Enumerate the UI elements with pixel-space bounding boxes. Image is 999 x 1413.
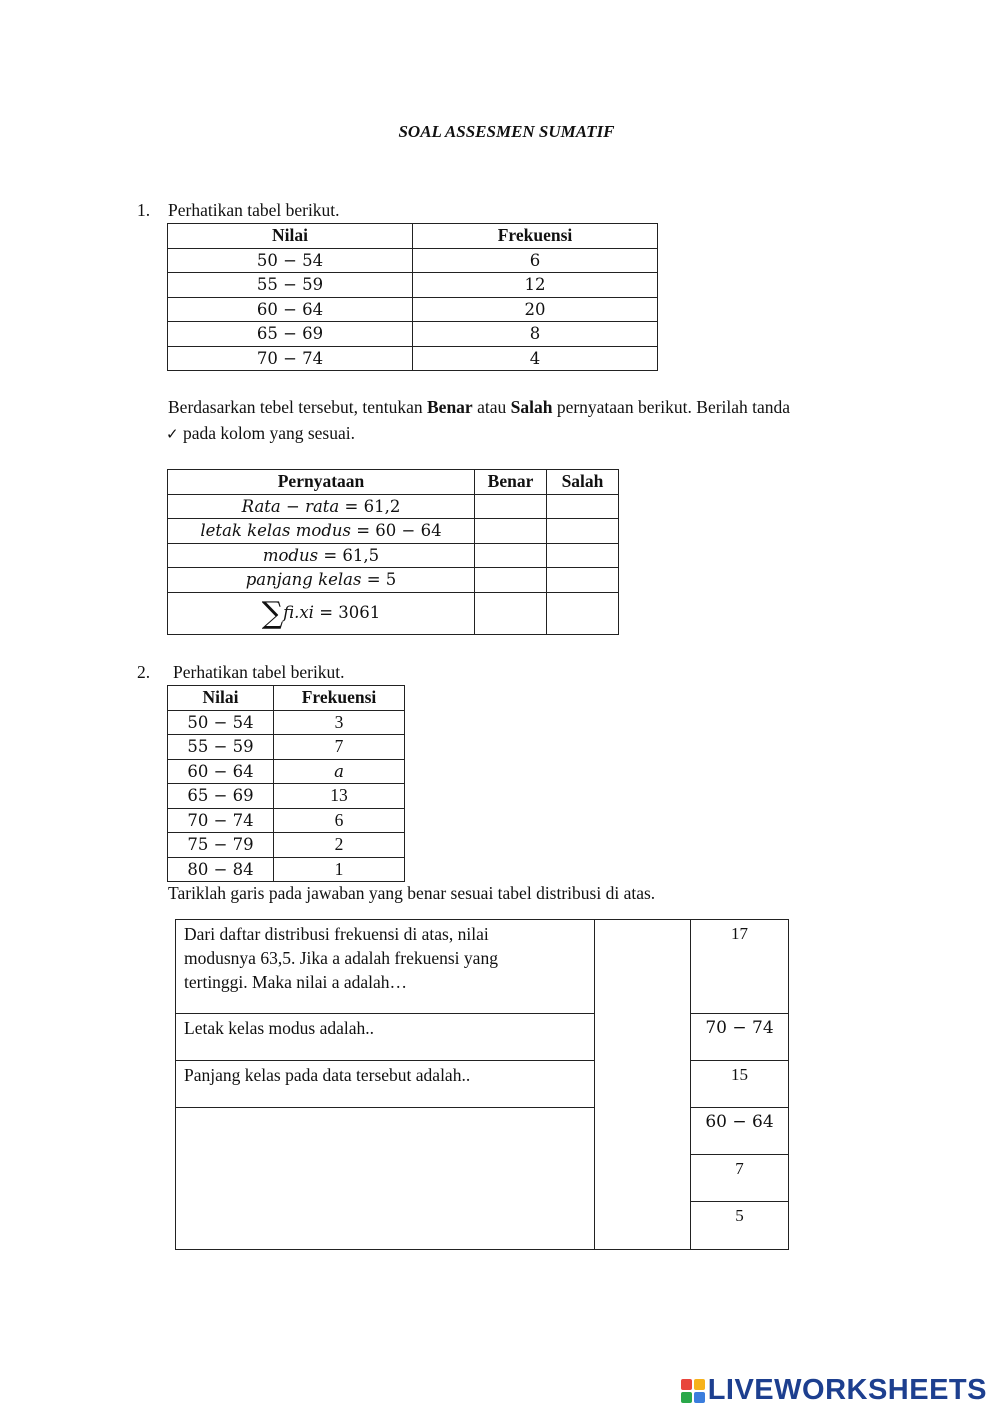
table-row: 50 − 54 6 xyxy=(168,248,658,273)
q1-frequency-table xyxy=(167,223,658,371)
logo-text: LIVEWORKSHEETS xyxy=(707,1374,987,1406)
logo-square xyxy=(694,1379,705,1390)
q2-number: 2. xyxy=(137,662,151,682)
salah-checkbox-cell[interactable] xyxy=(547,543,619,568)
salah-checkbox-cell[interactable] xyxy=(547,568,619,593)
table-row: 65 − 69 8 xyxy=(168,322,658,347)
benar-checkbox-cell[interactable] xyxy=(475,543,547,568)
page-title: SOAL ASSESMEN SUMATIF xyxy=(398,122,615,141)
answer-cell[interactable]: 70 − 74 xyxy=(691,1014,789,1061)
header-pernyataan: Pernyataan xyxy=(168,470,475,495)
logo-icon xyxy=(681,1379,705,1403)
benar-checkbox-cell[interactable] xyxy=(475,519,547,544)
statement-row: Rata − rata = 61,2 xyxy=(168,494,619,519)
question-cell[interactable]: Dari daftar distribusi frekuensi di atas, nilai modusnya 63,5. Jika a adalah frekuensi yang tertinggi. Maka nilai a adalah… xyxy=(176,920,595,1014)
empty-question-cell xyxy=(176,1108,595,1250)
logo-square xyxy=(681,1379,692,1390)
table-row: 65 − 69 13 xyxy=(168,784,405,809)
answer-cell[interactable]: 7 xyxy=(691,1155,789,1202)
salah-checkbox-cell[interactable] xyxy=(547,592,619,634)
q2-header-nilai: Nilai xyxy=(168,686,274,711)
q2-matching-table xyxy=(175,919,789,1250)
q2-intro: Perhatikan tabel berikut. xyxy=(173,662,345,682)
benar-checkbox-cell[interactable] xyxy=(475,494,547,519)
table-row: 55 − 59 12 xyxy=(168,273,658,298)
table-row: 55 − 59 7 xyxy=(168,735,405,760)
q2-frequency-table xyxy=(167,685,405,882)
statement-row: modus = 61,5 xyxy=(168,543,619,568)
logo-square xyxy=(694,1392,705,1403)
benar-checkbox-cell[interactable] xyxy=(475,568,547,593)
q1-intro: Perhatikan tabel berikut. xyxy=(168,200,340,220)
question-cell[interactable]: Letak kelas modus adalah.. xyxy=(176,1014,595,1061)
q1-number: 1. xyxy=(137,200,151,220)
q2-header-frekuensi: Frekuensi xyxy=(274,686,405,711)
q2-instruction: Tariklah garis pada jawaban yang benar sesuai tabel distribusi di atas. xyxy=(168,883,656,903)
table-row: 50 − 54 3 xyxy=(168,710,405,735)
q1-statement-table xyxy=(167,469,619,635)
statement-row: panjang kelas = 5 xyxy=(168,568,619,593)
connector-column xyxy=(595,920,691,1250)
answer-cell[interactable]: 17 xyxy=(691,920,789,1014)
statement-row: ∑fi.xi = 3061 xyxy=(168,592,619,634)
q1-instruction-line2: ✓ pada kolom yang sesuai. xyxy=(166,423,355,443)
q1-header-nilai: Nilai xyxy=(168,224,413,249)
table-row: 60 − 64 20 xyxy=(168,297,658,322)
table-row: 70 − 74 6 xyxy=(168,808,405,833)
salah-checkbox-cell[interactable] xyxy=(547,519,619,544)
checkmark-icon: ✓ xyxy=(166,425,179,443)
table-row: 80 − 84 1 xyxy=(168,857,405,882)
answer-cell[interactable]: 5 xyxy=(691,1202,789,1250)
table-row: 75 − 79 2 xyxy=(168,833,405,858)
table-row: 70 − 74 4 xyxy=(168,346,658,371)
header-benar: Benar xyxy=(475,470,547,495)
q1-instruction: Berdasarkan tebel tersebut, tentukan Benar atau Salah pernyataan berikut. Berilah tanda xyxy=(168,397,791,417)
answer-cell[interactable]: 15 xyxy=(691,1061,789,1108)
sigma-symbol: ∑ xyxy=(261,595,284,631)
benar-checkbox-cell[interactable] xyxy=(475,592,547,634)
answer-cell[interactable]: 60 − 64 xyxy=(691,1108,789,1155)
statement-row: letak kelas modus = 60 − 64 xyxy=(168,519,619,544)
table-row: 60 − 64 a xyxy=(168,759,405,784)
liveworksheets-logo xyxy=(681,1374,987,1407)
header-salah: Salah xyxy=(547,470,619,495)
question-cell[interactable]: Panjang kelas pada data tersebut adalah.. xyxy=(176,1061,595,1108)
q1-header-frekuensi: Frekuensi xyxy=(413,224,658,249)
salah-checkbox-cell[interactable] xyxy=(547,494,619,519)
logo-square xyxy=(681,1392,692,1403)
